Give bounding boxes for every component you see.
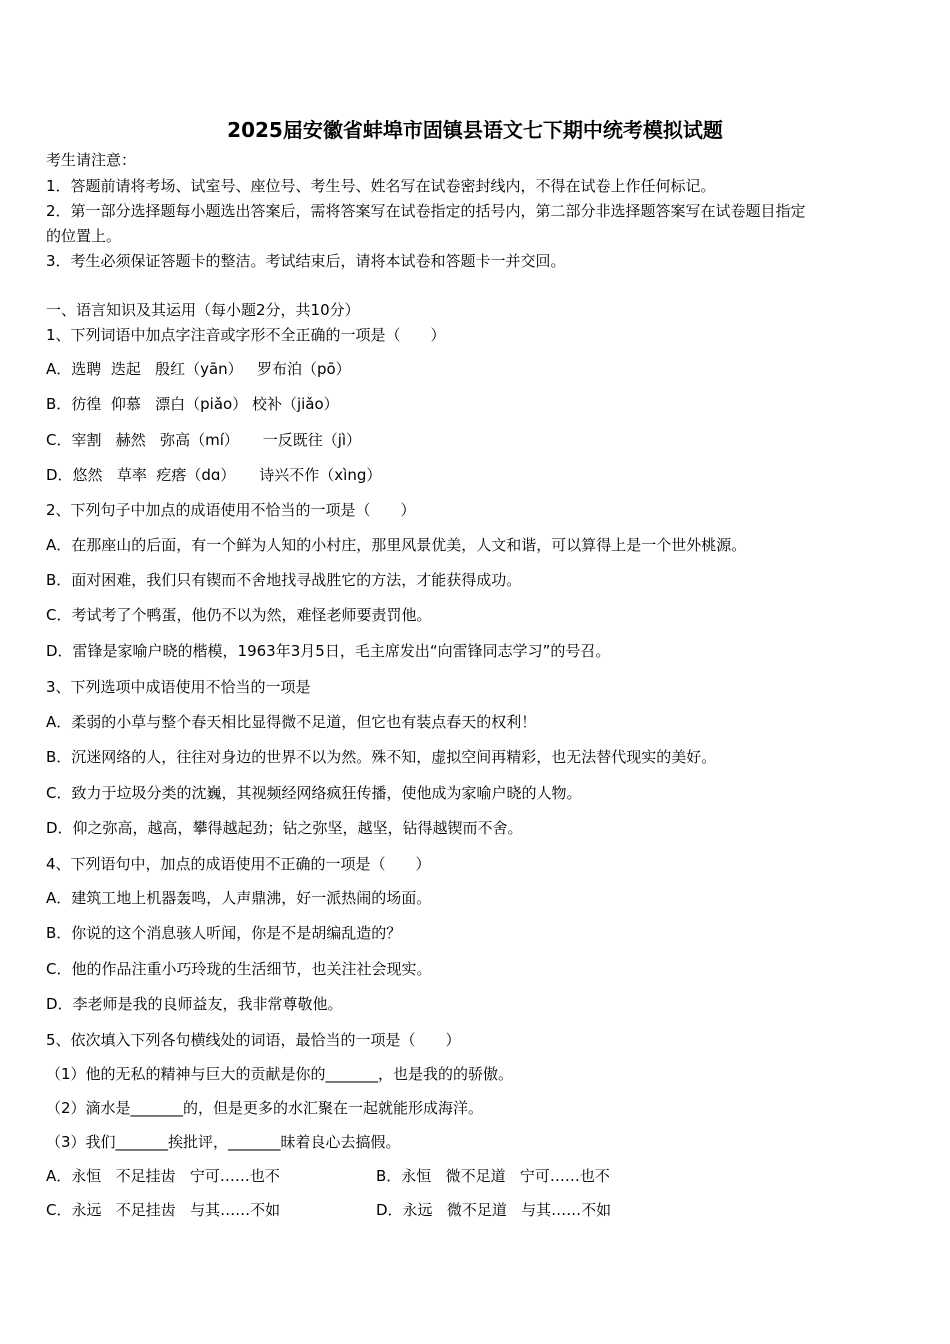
fill-sentence: （1）他的无私的精神与巨大的贡献是你的_______，也是我的的骄傲。 (46, 1065, 514, 1083)
option: A．建筑工地上机器轰鸣，人声鼎沸，好一派热闹的场面。 (46, 889, 432, 907)
option: B．永恒 微不足道 宁可……也不 (376, 1167, 610, 1185)
option: B．彷徨 仰慕 漂白（piǎo） 校补（jiǎo） (46, 395, 339, 413)
page-title: 2025届安徽省蚌埠市固镇县语文七下期中统考模拟试题 (227, 118, 723, 142)
question-stem: 1、下列词语中加点字注音或字形不全正确的一项是（ ） (46, 326, 446, 344)
notice-item: 2．第一部分选择题每小题选出答案后，需将答案写在试卷指定的括号内，第二部分非选择题答案写在试卷题目指定 (46, 202, 806, 220)
notice-item: 3．考生必须保证答题卡的整洁。考试结束后，请将本试卷和答题卡一并交回。 (46, 252, 566, 270)
option: C．致力于垃圾分类的沈巍，其视频经网络疯狂传播，使他成为家喻户晓的人物。 (46, 784, 582, 802)
fill-sentence: （3）我们_______挨批评，_______昧着良心去搞假。 (46, 1133, 401, 1151)
option: C．他的作品注重小巧玲珑的生活细节，也关注社会现实。 (46, 960, 432, 978)
section-heading: 一、语言知识及其运用（每小题2分，共10分） (46, 301, 360, 319)
notice-heading: 考生请注意： (46, 151, 137, 169)
option: A．在那座山的后面，有一个鲜为人知的小村庄，那里风景优美，人文和谐，可以算得上是一个世外桃源。 (46, 536, 747, 554)
option: B．沉迷网络的人，往往对身边的世界不以为然。殊不知，虚拟空间再精彩，也无法替代现实的美好。 (46, 748, 717, 766)
question-stem: 4、下列语句中，加点的成语使用不正确的一项是（ ） (46, 855, 431, 873)
notice-item: 的位置上。 (46, 227, 122, 245)
option: D．仰之弥高，越高，攀得越起劲；钻之弥坚，越坚，钻得越锲而不舍。 (46, 819, 523, 837)
option: C．宰割 赫然 弥高（mí） 一反既往（jì） (46, 431, 362, 449)
question-stem: 3、下列选项中成语使用不恰当的一项是 (46, 678, 311, 696)
question-stem: 2、下列句子中加点的成语使用不恰当的一项是（ ） (46, 501, 416, 519)
option: D．雷锋是家喻户晓的楷模，1963年3月5日，毛主席发出“向雷锋同志学习”的号召。 (46, 642, 611, 660)
option: D．永远 微不足道 与其……不如 (376, 1201, 612, 1219)
notice-item: 1．答题前请将考场、试室号、座位号、考生号、姓名写在试卷密封线内，不得在试卷上作任何标记。 (46, 177, 716, 195)
option: B．你说的这个消息骇人听闻，你是不是胡编乱造的？ (46, 924, 402, 942)
option: A．柔弱的小草与整个春天相比显得微不足道，但它也有装点春天的权利！ (46, 713, 537, 731)
option: D．悠然 草率 疙瘩（dɑ） 诗兴不作（xìng） (46, 466, 382, 484)
option: A．选聘 迭起 殷红（yān） 罗布泊（pō） (46, 360, 351, 378)
option: C．考试考了个鸭蛋，他仍不以为然，难怪老师要责罚他。 (46, 606, 432, 624)
option: B．面对困难，我们只有锲而不舍地找寻战胜它的方法，才能获得成功。 (46, 571, 522, 589)
option: A．永恒 不足挂齿 宁可……也不 (46, 1167, 280, 1185)
fill-sentence: （2）滴水是_______的，但是更多的水汇聚在一起就能形成海洋。 (46, 1099, 484, 1117)
question-stem: 5、依次填入下列各句横线处的词语，最恰当的一项是（ ） (46, 1031, 461, 1049)
option: D．李老师是我的良师益友，我非常尊敬他。 (46, 995, 343, 1013)
option: C．永远 不足挂齿 与其……不如 (46, 1201, 281, 1219)
